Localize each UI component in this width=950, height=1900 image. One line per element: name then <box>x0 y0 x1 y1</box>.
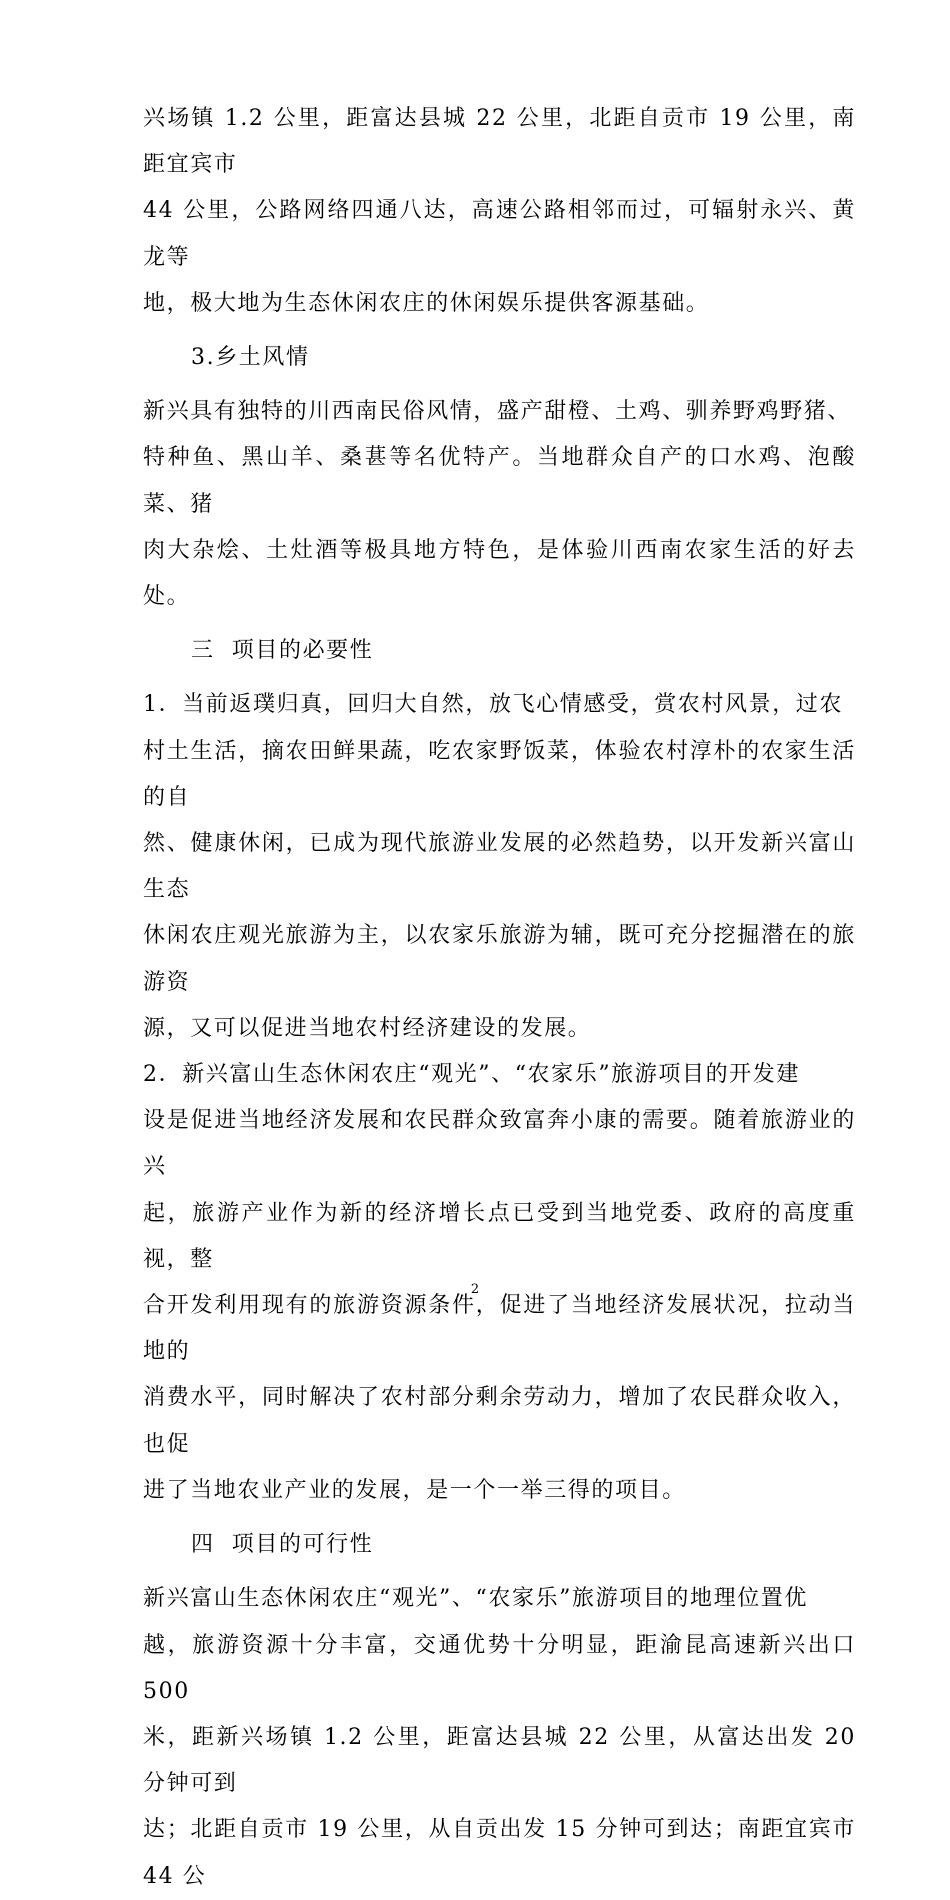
paragraph-necessity-2: 2．新兴富山生态休闲农庄“观光”、“农家乐”旅游项目的开发建 设是促进当地经济发展和农民群众致富奔小康的需要。随着旅游业的兴 起，旅游产业作为新的经济增长点已受到当地党委、政府的高度重视，整 合开发利用现有的旅游资源条件，促进了当地经济发展状况，拉动当地的 消费水平，同时解决了农村部分剩余劳动力，增加了农民群众收入，也促 进了当地农业产业的发展，是一个一举三得的项目。 <box>143 1062 856 1503</box>
heading-local-customs: 3.乡土风情 <box>191 345 310 371</box>
spacer <box>143 1514 856 1522</box>
paragraph-local-customs: 新兴具有独特的川西南民俗风情，盛产甜橙、土鸡、驯养野鸡野猪、 特种鱼、黑山羊、桑葚等名优特产。当地群众自产的口水鸡、泡酸菜、猪 肉大杂烩、土灶酒等极具地方特色，是体验川西南农家生活的好去处。 <box>143 399 856 610</box>
document-body <box>143 96 856 1900</box>
spacer <box>143 327 856 335</box>
spacer <box>143 674 856 682</box>
heading-project-feasibility: 四 项目的可行性 <box>191 1532 374 1558</box>
spacer <box>143 381 856 389</box>
paragraph-necessity-1: 1．当前返璞归真，回归大自然，放飞心情感受，赏农村风景，过农 村土生活，摘农田鲜果蔬，吃农家野饭菜，体验农村淳朴的农家生活的自 然、健康休闲，已成为现代旅游业发展的必然趋势，以开发新兴富山生态 休闲农庄观光旅游为主，以农家乐旅游为辅，既可充分挖掘潜在的旅游资 源，又可以促进当地农村经济建设的发展。 <box>143 692 856 1041</box>
paragraph-feasibility: 新兴富山生态休闲农庄“观光”、“农家乐”旅游项目的地理位置优 越，旅游资源十分丰富，交通优势十分明显，距渝昆高速新兴出口 500 米，距新兴场镇 1.2 公里，距富达县城 22 公里，从富达出发 20 分钟可到 达；北距自贡市 19 公里，从自贡出发 15 分钟可到达；南距宜宾市 44 公 <box>143 1586 856 1889</box>
paragraph-location: 兴场镇 1.2 公里，距富达县城 22 公里，北距自贡市 19 公里，南距宜宾市 44 公里，公路网络四通八达，高速公路相邻而过，可辐射永兴、黄龙等 地，极大地为生态休闲农庄的休闲娱乐提供客源基础。 <box>143 106 856 316</box>
page-number: 2 <box>470 1282 480 1297</box>
spacer <box>143 620 856 628</box>
heading-project-necessity: 三 项目的必要性 <box>191 638 374 664</box>
spacer <box>143 1568 856 1576</box>
